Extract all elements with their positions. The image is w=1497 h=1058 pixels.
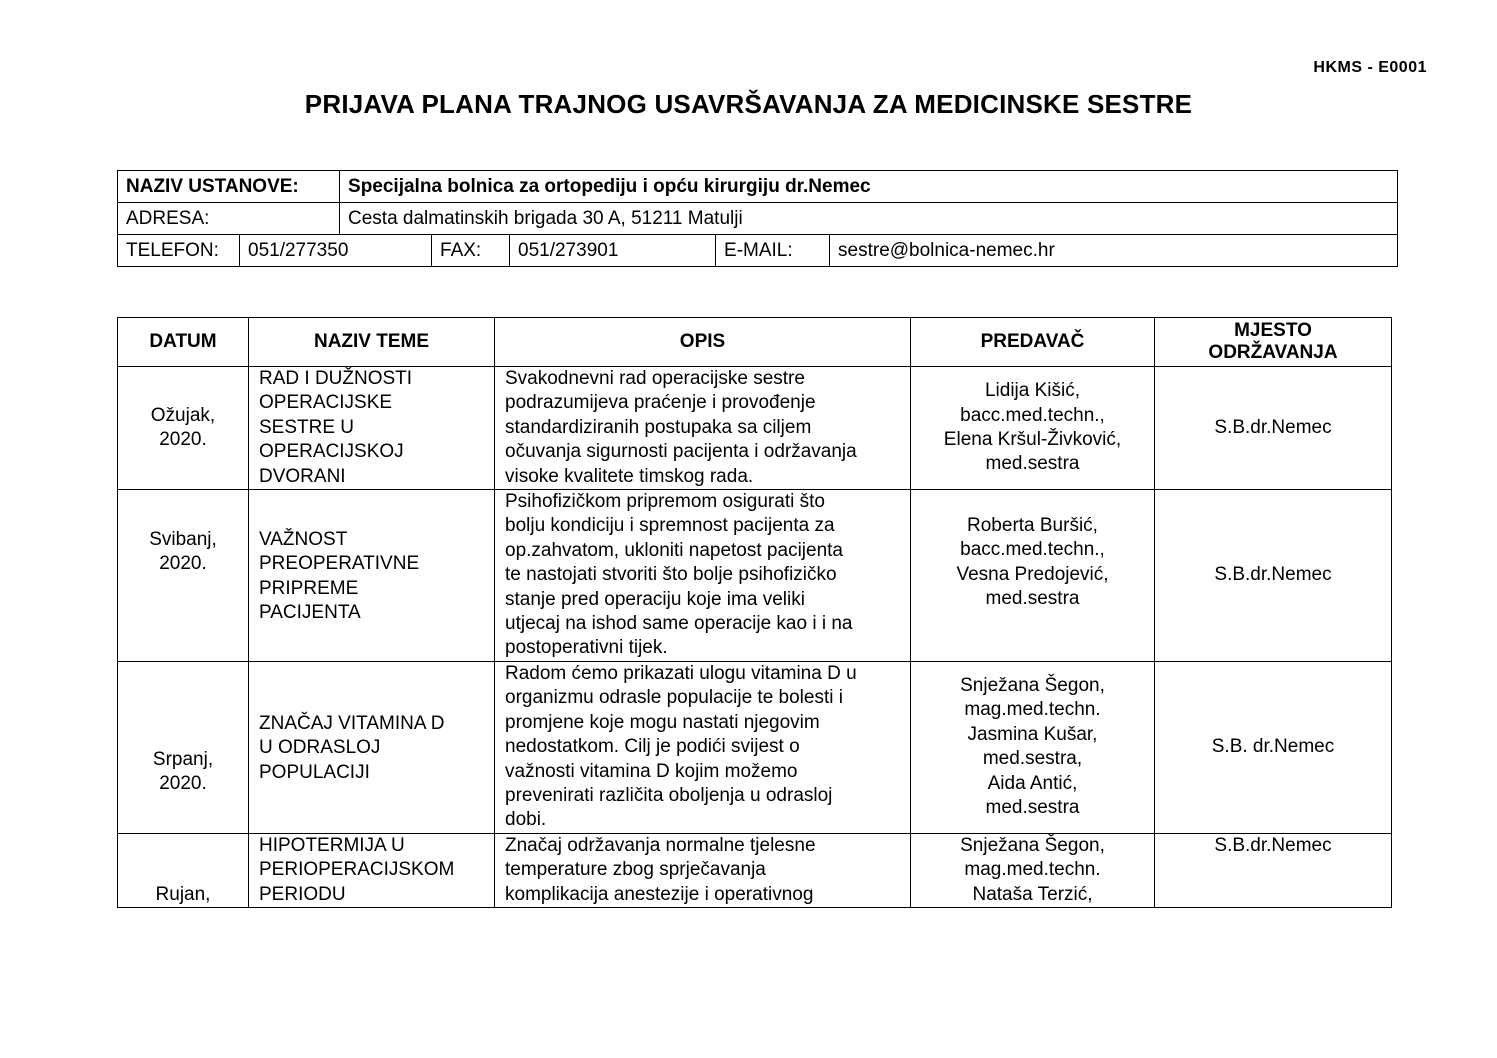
lecturer-line: Snježana Šegon, bbox=[960, 835, 1105, 857]
description-line: očuvanja sigurnosti pacijenta i održavanja bbox=[505, 441, 857, 463]
description-line: op.zahvatom, ukloniti napetost pacijenta bbox=[505, 539, 843, 561]
lecturer-line: Aida Antić, bbox=[987, 772, 1078, 794]
row-topic bbox=[249, 834, 495, 908]
institution-address-label: ADRESA: bbox=[118, 203, 340, 235]
topic-line: PRIPREME bbox=[259, 577, 359, 599]
date-line: 2020. bbox=[159, 773, 207, 795]
description-line: stanje pred operaciju koje ima veliki bbox=[505, 588, 805, 610]
lecturer-line: med.sestra bbox=[985, 797, 1080, 819]
header-place bbox=[1155, 318, 1392, 367]
topic-line: OPERACIJSKE bbox=[259, 392, 393, 414]
row-topic bbox=[249, 367, 495, 490]
topic-line: PERIOPERACIJSKOM bbox=[259, 859, 455, 881]
row-topic bbox=[249, 662, 495, 834]
lecturer-line: Vesna Predojević, bbox=[956, 563, 1109, 585]
row-description bbox=[495, 367, 911, 490]
description-line: komplikacija anestezije i operativnog bbox=[505, 883, 814, 905]
row-place: S.B.dr.Nemec bbox=[1155, 834, 1392, 908]
description-line: standardiziranih postupaka sa ciljem bbox=[505, 416, 812, 438]
row-date bbox=[118, 490, 249, 662]
phone-label: TELEFON: bbox=[118, 235, 240, 267]
date-line: 2020. bbox=[159, 553, 207, 575]
institution-name-value: Specijalna bolnica za ortopediju i opću kirurgiju dr.Nemec bbox=[340, 171, 1398, 203]
header-date: DATUM bbox=[118, 318, 249, 367]
topic-line: POPULACIJI bbox=[259, 761, 370, 783]
description-line: Svakodnevni rad operacijske sestre bbox=[505, 368, 805, 389]
row-place: S.B.dr.Nemec bbox=[1155, 490, 1392, 662]
description-line: Radom ćemo prikazati ulogu vitamina D u bbox=[505, 663, 857, 685]
date-line: Rujan, bbox=[155, 883, 211, 905]
date-line: Srpanj, bbox=[152, 749, 214, 771]
row-date bbox=[118, 834, 249, 908]
description-line: bolju kondiciju i spremnost pacijenta za bbox=[505, 515, 835, 537]
topic-line: VAŽNOST bbox=[259, 529, 348, 551]
page-title: PRIJAVA PLANA TRAJNOG USAVRŠAVANJA ZA MEDICINSKE SESTRE bbox=[304, 89, 1193, 119]
header-place-line2: ODRŽAVANJA bbox=[1208, 342, 1338, 363]
lecturer-line: med.sestra bbox=[985, 588, 1080, 610]
email-value: sestre@bolnica-nemec.hr bbox=[830, 235, 1398, 267]
description-line: prevenirati različita oboljenja u odrasloj bbox=[505, 785, 833, 807]
row-date bbox=[118, 662, 249, 834]
institution-address-value: Cesta dalmatinskih brigada 30 A, 51211 Matulji bbox=[340, 203, 1398, 235]
lecturer-line: mag.med.techn. bbox=[964, 859, 1101, 881]
date-line: Ožujak, bbox=[150, 404, 216, 426]
lecturer-line: mag.med.techn. bbox=[964, 699, 1101, 721]
header-place-line1: MJESTO bbox=[1234, 320, 1312, 341]
row-place: S.B.dr.Nemec bbox=[1155, 367, 1392, 490]
row-place: S.B. dr.Nemec bbox=[1155, 662, 1392, 834]
row-description bbox=[495, 490, 911, 662]
topic-line: PREOPERATIVNE bbox=[259, 553, 420, 575]
institution-contact-row bbox=[118, 235, 1398, 267]
lecturer-line: Lidija Kišić, bbox=[984, 380, 1081, 402]
header-description: OPIS bbox=[495, 318, 911, 367]
row-lecturer bbox=[911, 367, 1155, 490]
topic-line: RAD I DUŽNOSTI bbox=[259, 368, 413, 389]
institution-table bbox=[117, 170, 1398, 267]
document-code: HKMS - E0001 bbox=[1313, 59, 1427, 76]
lecturer-line: bacc.med.techn., bbox=[960, 539, 1105, 561]
description-line: organizmu odrasle populacije te bolesti i bbox=[505, 687, 843, 709]
lecturer-line: Nataša Terzić, bbox=[972, 883, 1093, 905]
description-line: visoke kvalitete timskog rada. bbox=[505, 465, 754, 487]
description-line: promjene koje mogu nastati njegovim bbox=[505, 711, 820, 733]
description-line: nedostatkom. Cilj je podići svijest o bbox=[505, 736, 800, 758]
row-description bbox=[495, 662, 911, 834]
phone-value: 051/277350 bbox=[240, 235, 432, 267]
lecturer-line: Elena Kršul-Živković, bbox=[943, 429, 1122, 451]
lecturer-line: Snježana Šegon, bbox=[960, 675, 1105, 697]
topic-line: SESTRE U bbox=[259, 416, 355, 438]
table-row bbox=[118, 662, 1392, 834]
date-line: Svibanj, bbox=[149, 529, 217, 551]
description-line: važnosti vitamina D kojim možemo bbox=[505, 760, 798, 782]
lecturer-line: Roberta Buršić, bbox=[967, 515, 1098, 537]
training-plan-table bbox=[117, 317, 1392, 908]
description-line: Značaj održavanja normalne tjelesne bbox=[505, 835, 816, 857]
topic-line: PACIJENTA bbox=[259, 602, 361, 624]
institution-name-row bbox=[118, 171, 1398, 203]
topic-line: PERIODU bbox=[259, 883, 346, 905]
row-topic bbox=[249, 490, 495, 662]
fax-value: 051/273901 bbox=[510, 235, 716, 267]
header-topic: NAZIV TEME bbox=[249, 318, 495, 367]
institution-address-row bbox=[118, 203, 1398, 235]
table-row bbox=[118, 490, 1392, 662]
row-lecturer bbox=[911, 490, 1155, 662]
row-lecturer bbox=[911, 834, 1155, 908]
description-line: dobi. bbox=[505, 809, 547, 831]
topic-line: ZNAČAJ VITAMINA D bbox=[259, 713, 445, 735]
institution-name-label: NAZIV USTANOVE: bbox=[118, 171, 340, 203]
date-line: 2020. bbox=[159, 429, 207, 451]
topic-line: DVORANI bbox=[259, 465, 346, 487]
description-line: utjecaj na ishod same operacije kao i i na bbox=[505, 613, 853, 635]
description-line: postoperativni tijek. bbox=[505, 637, 668, 659]
lecturer-line: bacc.med.techn., bbox=[960, 404, 1105, 426]
description-line: podrazumijeva praćenje i provođenje bbox=[505, 392, 816, 414]
table-row bbox=[118, 834, 1392, 908]
lecturer-line: med.sestra, bbox=[982, 748, 1083, 770]
fax-label: FAX: bbox=[432, 235, 510, 267]
row-date bbox=[118, 367, 249, 490]
topic-line: HIPOTERMIJA U bbox=[259, 835, 405, 857]
row-lecturer bbox=[911, 662, 1155, 834]
topic-line: U ODRASLOJ bbox=[259, 737, 381, 759]
email-label: E-MAIL: bbox=[716, 235, 830, 267]
description-line: te nastojati stvoriti što bolje psihofizičko bbox=[505, 564, 837, 586]
row-description bbox=[495, 834, 911, 908]
topic-line: OPERACIJSKOJ bbox=[259, 441, 404, 463]
plan-header-row bbox=[118, 318, 1392, 367]
table-row bbox=[118, 367, 1392, 490]
lecturer-line: Jasmina Kušar, bbox=[967, 723, 1098, 745]
lecturer-line: med.sestra bbox=[985, 453, 1080, 475]
header-lecturer: PREDAVAČ bbox=[911, 318, 1155, 367]
description-line: temperature zbog sprječavanja bbox=[505, 859, 766, 881]
description-line: Psihofizičkom pripremom osigurati što bbox=[505, 491, 825, 513]
